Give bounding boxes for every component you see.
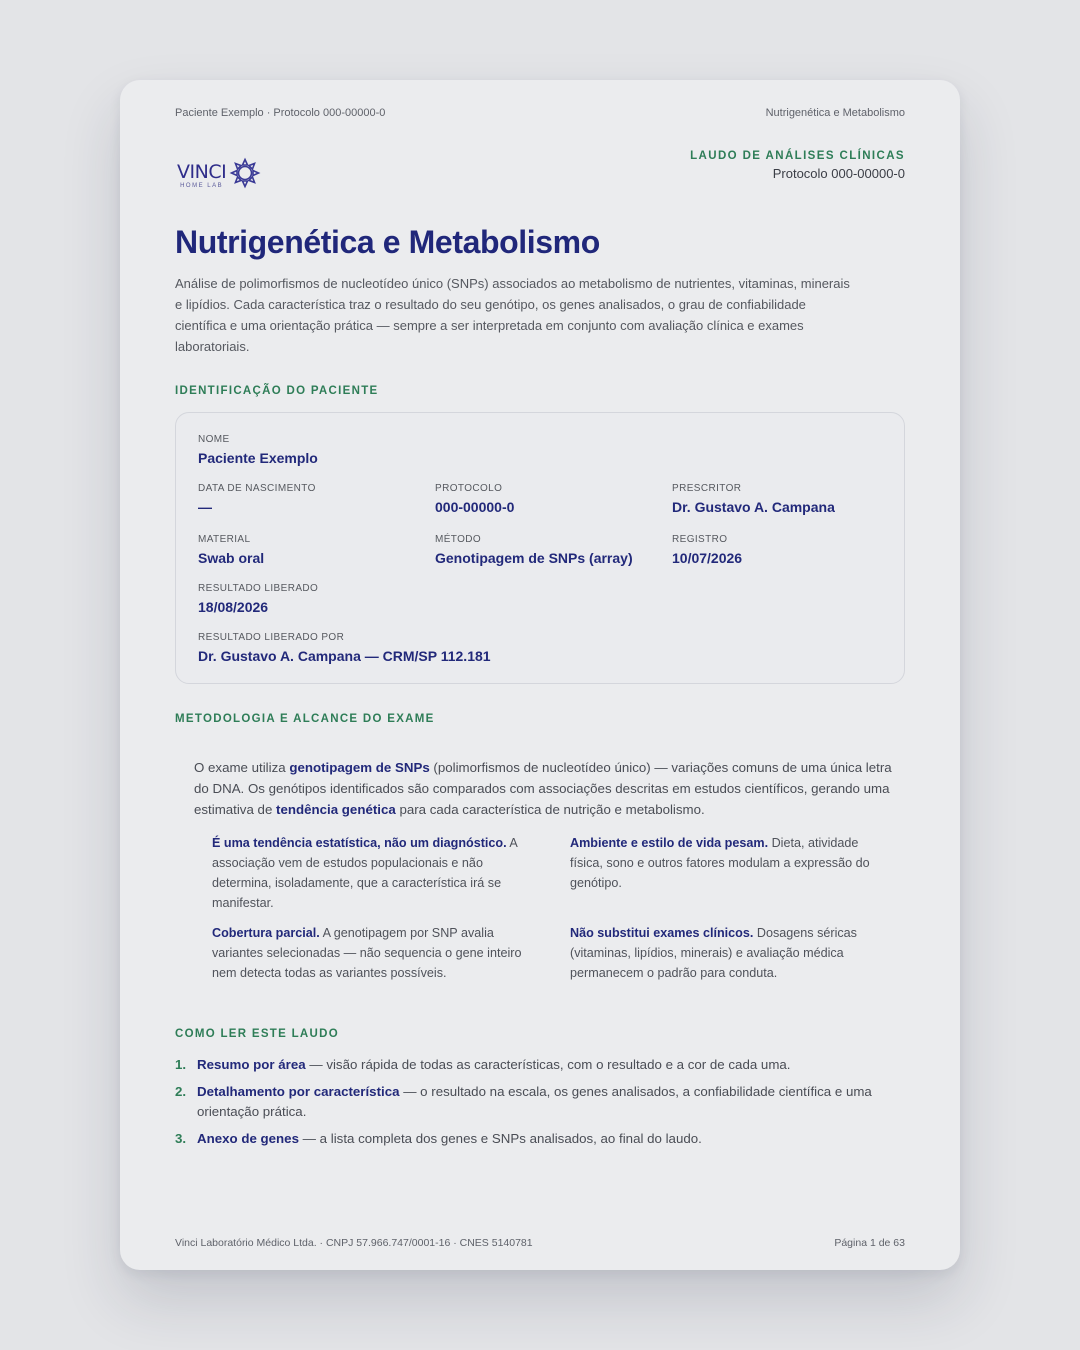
running-header-right: Nutrigenética e Metabolismo (765, 107, 905, 119)
note-exames (570, 923, 890, 983)
field-material (198, 534, 264, 566)
howto-list (175, 1055, 905, 1156)
vinci-logo (177, 156, 262, 195)
field-data-nascimento (198, 483, 316, 515)
page-number: Página 1 de 63 (834, 1237, 905, 1249)
note-text: A associação vem de estudos populacionais e não determina, isoladamente, que a característica irá se manifestar. (212, 836, 518, 910)
field-label: PRESCRITOR (672, 483, 742, 494)
note-tendencia (212, 833, 532, 913)
note-text: Dieta, atividade física, sono e outros fatores modulam a expressão do genótipo. (570, 836, 870, 890)
field-value: Genotipagem de SNPs (array) (435, 550, 633, 566)
emphasis-snp: genotipagem de SNPs (289, 760, 430, 775)
field-label: PROTOCOLO (435, 483, 503, 494)
field-metodo (435, 534, 633, 566)
note-title: É uma tendência estatística, não um diagnóstico. (212, 836, 507, 850)
section-title-methodology: METODOLOGIA E ALCANCE DO EXAME (175, 713, 435, 725)
field-label: RESULTADO LIBERADO POR (198, 632, 345, 643)
field-label: DATA DE NASCIMENTO (198, 483, 316, 494)
intro-text: Análise de polimorfismos de nucleotídeo único (SNPs) associados ao metabolismo de nutrientes, vitaminas, minerais e lipídios. Cada característica traz o resultado do seu genótipo, os genes analisados, o grau de confiabilidade científica e uma orientação prática — sempre a ser interpretada em conjunto com avaliação clínica e exames laboratoriais. (175, 276, 850, 354)
emphasis-tendencia: tendência genética (276, 802, 396, 817)
step-text (197, 1129, 702, 1149)
report-protocol: Protocolo 000-00000-0 (772, 166, 905, 181)
note-text: Dosagens séricas (vitaminas, lipídios, minerais) e avaliação médica permanecem o padrão para conduta. (570, 926, 857, 980)
field-registro (672, 534, 742, 566)
step-text (197, 1055, 790, 1075)
field-liberado-por (198, 632, 491, 664)
field-nome (198, 434, 318, 466)
step-number: 3. (175, 1131, 187, 1146)
field-value: Dr. Gustavo A. Campana — CRM/SP 112.181 (198, 648, 491, 664)
list-item (175, 1082, 905, 1122)
field-value: Paciente Exemplo (198, 450, 318, 466)
note-title: Ambiente e estilo de vida pesam. (570, 836, 769, 850)
field-value: Dr. Gustavo A. Campana (672, 499, 835, 515)
logo-wordmark: VINCI (177, 160, 227, 183)
text-run: (polimorfismos de nucleotídeo único) — variações comuns de uma única letra do DNA. Os genótipos identificados são comparados com associações descritas em estudos científicos, gerando uma estimativa de (194, 760, 892, 817)
page-title: Nutrigenética e Metabolismo (175, 224, 600, 260)
methodology-paragraph (194, 757, 894, 820)
field-value: — (198, 499, 212, 515)
field-value: 10/07/2026 (672, 550, 743, 566)
field-resultado-liberado (198, 583, 318, 615)
step-description: — visão rápida de todas as características, com o resultado e a cor de cada uma. (305, 1057, 791, 1072)
text-run: O exame utiliza (194, 760, 290, 775)
report-page (120, 80, 960, 1270)
section-title-patient: IDENTIFICAÇÃO DO PACIENTE (175, 385, 379, 397)
step-title: Detalhamento por característica (197, 1084, 400, 1099)
section-title-howto: COMO LER ESTE LAUDO (175, 1028, 339, 1040)
field-label: MÉTODO (435, 534, 482, 545)
note-title: Cobertura parcial. (212, 926, 320, 940)
step-title: Resumo por área (197, 1057, 306, 1072)
list-item (175, 1055, 905, 1075)
field-value: Swab oral (198, 550, 265, 566)
note-title: Não substitui exames clínicos. (570, 926, 754, 940)
field-label: RESULTADO LIBERADO (198, 583, 319, 594)
sun-flower-logo-icon (228, 156, 262, 195)
running-header (175, 107, 905, 119)
note-ambiente (570, 833, 890, 893)
report-heading (690, 150, 905, 181)
note-cobertura (212, 923, 532, 983)
field-protocolo (435, 483, 514, 515)
step-number: 1. (175, 1057, 187, 1072)
step-text (197, 1082, 905, 1122)
footer-company: Vinci Laboratório Médico Ltda. · CNPJ 57.966.747/0001-16 · CNES 5140781 (175, 1237, 533, 1249)
report-kicker: LAUDO DE ANÁLISES CLÍNICAS (690, 150, 905, 162)
field-label: REGISTRO (672, 534, 728, 545)
note-text: A genotipagem por SNP avalia variantes selecionadas — não sequencia o gene inteiro nem detecta todas as variantes possíveis. (212, 926, 522, 980)
patient-card (175, 412, 905, 684)
field-label: MATERIAL (198, 534, 251, 545)
step-description: — a lista completa dos genes e SNPs analisados, ao final do laudo. (298, 1131, 702, 1146)
field-label: NOME (198, 434, 230, 445)
text-run: para cada característica de nutrição e metabolismo. (395, 802, 705, 817)
step-description: — o resultado na escala, os genes analisados, a confiabilidade científica e uma orientação prática. (197, 1084, 872, 1119)
page-footer (175, 1237, 905, 1249)
step-number: 2. (175, 1084, 187, 1099)
list-item (175, 1129, 905, 1149)
step-title: Anexo de genes (197, 1131, 299, 1146)
field-prescritor (672, 483, 835, 515)
running-header-left: Paciente Exemplo · Protocolo 000-00000-0 (175, 107, 386, 119)
logo-subtitle: HOME LAB (180, 182, 224, 189)
field-value: 000-00000-0 (435, 499, 515, 515)
field-value: 18/08/2026 (198, 599, 269, 615)
